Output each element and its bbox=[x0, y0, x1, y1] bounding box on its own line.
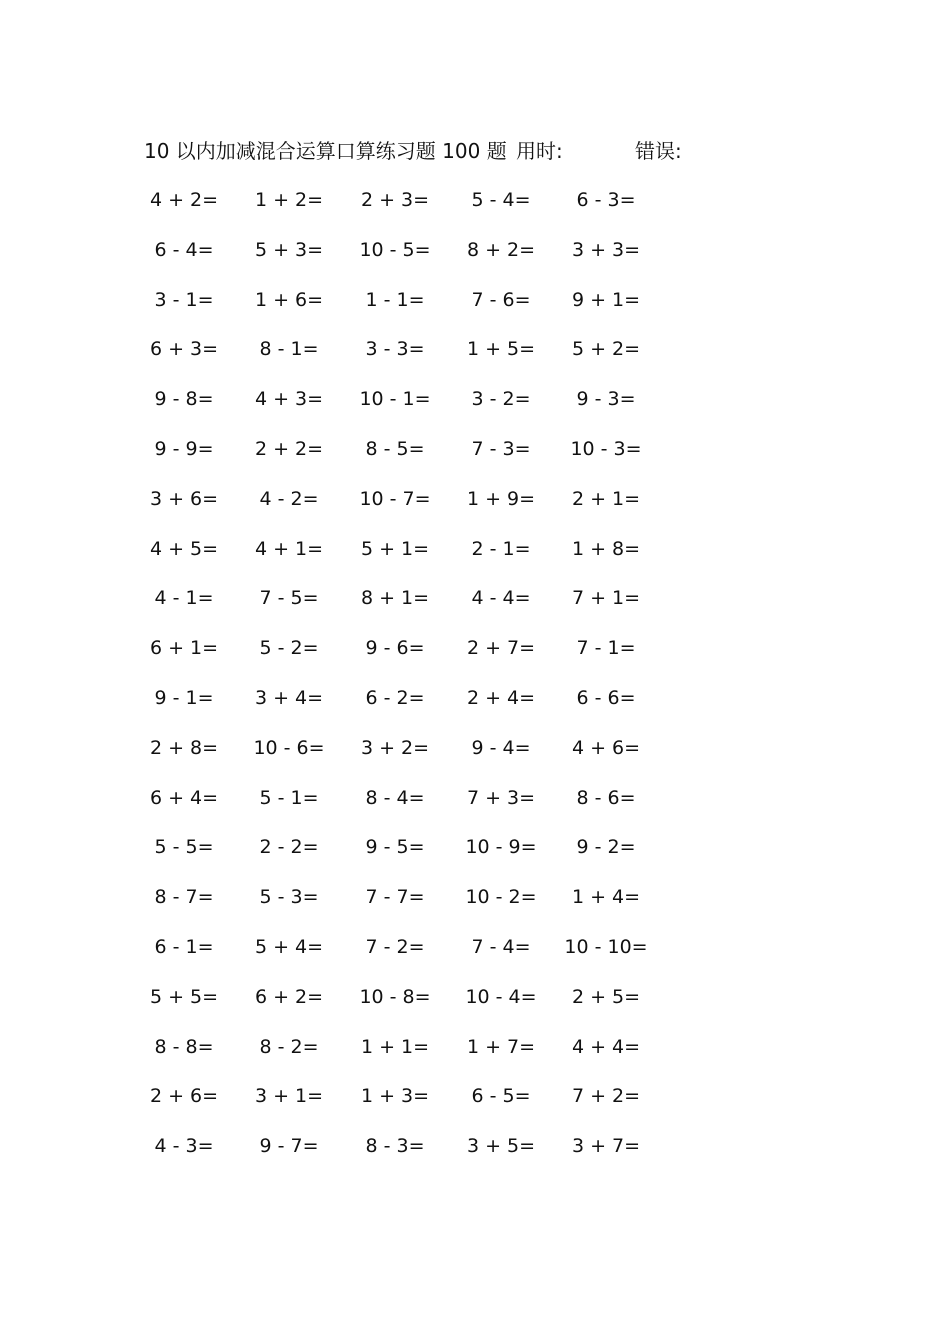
worksheet-title: 10 以内加减混合运算口算练习题 100 题 bbox=[144, 139, 507, 163]
math-problem: 5 - 3= bbox=[259, 886, 319, 909]
math-problem: 8 - 6= bbox=[576, 786, 636, 809]
math-problem: 10 - 1= bbox=[359, 388, 431, 411]
math-problem: 2 + 1= bbox=[571, 487, 641, 510]
math-problem: 8 - 5= bbox=[365, 437, 425, 460]
math-problem: 2 + 4= bbox=[466, 686, 536, 709]
math-problem: 9 - 6= bbox=[365, 637, 425, 660]
problem-row bbox=[0, 185, 950, 235]
math-problem: 8 - 3= bbox=[365, 1135, 425, 1158]
math-problem: 2 - 2= bbox=[259, 836, 319, 859]
math-problem: 3 + 4= bbox=[254, 686, 324, 709]
math-problem: 4 - 3= bbox=[154, 1135, 214, 1158]
math-problem: 10 - 3= bbox=[570, 437, 642, 460]
math-problem: 4 - 2= bbox=[259, 487, 319, 510]
math-problem: 5 + 4= bbox=[254, 935, 324, 958]
math-problem: 1 + 8= bbox=[571, 537, 641, 560]
math-problem: 10 - 4= bbox=[465, 985, 537, 1008]
math-problem: 3 + 6= bbox=[149, 487, 219, 510]
math-problem: 1 + 4= bbox=[571, 886, 641, 909]
math-problem: 7 - 3= bbox=[471, 437, 531, 460]
math-problem: 6 + 1= bbox=[149, 637, 219, 660]
math-problem: 3 + 7= bbox=[571, 1135, 641, 1158]
math-problem: 5 + 5= bbox=[149, 985, 219, 1008]
math-problem: 8 - 4= bbox=[365, 786, 425, 809]
math-problem: 3 + 5= bbox=[466, 1135, 536, 1158]
math-problem: 5 + 2= bbox=[571, 338, 641, 361]
math-problem: 4 + 1= bbox=[254, 537, 324, 560]
problem-row bbox=[0, 882, 950, 932]
math-problem: 3 - 2= bbox=[471, 388, 531, 411]
problem-row bbox=[0, 783, 950, 833]
math-problem: 6 - 1= bbox=[154, 935, 214, 958]
problem-row bbox=[0, 1032, 950, 1082]
math-problem: 1 + 3= bbox=[360, 1085, 430, 1108]
math-problem: 2 + 7= bbox=[466, 637, 536, 660]
time-used-label: 用时: bbox=[516, 139, 563, 163]
math-problem: 7 + 1= bbox=[571, 587, 641, 610]
math-problem: 9 - 4= bbox=[471, 736, 531, 759]
math-problem: 6 - 3= bbox=[576, 189, 636, 211]
problem-grid bbox=[0, 185, 950, 1181]
math-problem: 7 - 6= bbox=[471, 288, 531, 311]
math-problem: 9 - 7= bbox=[259, 1135, 319, 1158]
math-problem: 5 - 1= bbox=[259, 786, 319, 809]
math-problem: 6 - 5= bbox=[471, 1085, 531, 1108]
math-problem: 9 - 1= bbox=[154, 686, 214, 709]
math-problem: 6 + 3= bbox=[149, 338, 219, 361]
problem-row bbox=[0, 633, 950, 683]
problem-row bbox=[0, 683, 950, 733]
math-problem: 9 - 2= bbox=[576, 836, 636, 859]
problem-row bbox=[0, 384, 950, 434]
math-problem: 6 - 2= bbox=[365, 686, 425, 709]
problem-row bbox=[0, 932, 950, 982]
math-problem: 8 + 1= bbox=[360, 587, 430, 610]
problem-row bbox=[0, 235, 950, 285]
problem-row bbox=[0, 733, 950, 783]
math-problem: 4 + 3= bbox=[254, 388, 324, 411]
math-problem: 6 - 6= bbox=[576, 686, 636, 709]
math-problem: 2 + 6= bbox=[149, 1085, 219, 1108]
problem-row bbox=[0, 334, 950, 384]
math-problem: 9 - 8= bbox=[154, 388, 214, 411]
math-problem: 7 + 3= bbox=[466, 786, 536, 809]
math-problem: 7 - 2= bbox=[365, 935, 425, 958]
math-problem: 7 + 2= bbox=[571, 1085, 641, 1108]
math-problem: 7 - 5= bbox=[259, 587, 319, 610]
math-problem: 9 - 5= bbox=[365, 836, 425, 859]
math-problem: 4 + 6= bbox=[571, 736, 641, 759]
math-problem: 8 + 2= bbox=[466, 238, 536, 261]
math-problem: 8 - 8= bbox=[154, 1035, 214, 1058]
math-problem: 2 - 1= bbox=[471, 537, 531, 560]
math-problem: 3 - 1= bbox=[154, 288, 214, 311]
math-problem: 2 + 8= bbox=[149, 736, 219, 759]
math-problem: 3 + 3= bbox=[571, 238, 641, 261]
problem-row bbox=[0, 1081, 950, 1131]
problem-row bbox=[0, 832, 950, 882]
math-problem: 10 - 5= bbox=[359, 238, 431, 261]
math-problem: 10 - 9= bbox=[465, 836, 537, 859]
problem-row bbox=[0, 484, 950, 534]
math-problem: 6 + 2= bbox=[254, 985, 324, 1008]
math-problem: 1 + 2= bbox=[254, 189, 324, 211]
math-problem: 8 - 1= bbox=[259, 338, 319, 361]
math-problem: 2 + 5= bbox=[571, 985, 641, 1008]
math-problem: 9 + 1= bbox=[571, 288, 641, 311]
math-problem: 5 + 3= bbox=[254, 238, 324, 261]
math-problem: 1 - 1= bbox=[365, 288, 425, 311]
math-problem: 2 + 3= bbox=[360, 189, 430, 211]
math-problem: 6 + 4= bbox=[149, 786, 219, 809]
math-problem: 3 + 1= bbox=[254, 1085, 324, 1108]
math-problem: 5 - 5= bbox=[154, 836, 214, 859]
math-problem: 2 + 2= bbox=[254, 437, 324, 460]
math-problem: 4 + 5= bbox=[149, 537, 219, 560]
math-problem: 10 - 8= bbox=[359, 985, 431, 1008]
problem-row bbox=[0, 1131, 950, 1181]
math-problem: 1 + 1= bbox=[360, 1035, 430, 1058]
math-problem: 1 + 7= bbox=[466, 1035, 536, 1058]
math-problem: 1 + 5= bbox=[466, 338, 536, 361]
math-problem: 7 - 1= bbox=[576, 637, 636, 660]
problem-row bbox=[0, 583, 950, 633]
errors-label: 错误: bbox=[635, 139, 682, 163]
math-problem: 9 - 3= bbox=[576, 388, 636, 411]
math-problem: 10 - 2= bbox=[465, 886, 537, 909]
math-problem: 1 + 6= bbox=[254, 288, 324, 311]
problem-row bbox=[0, 285, 950, 335]
math-problem: 9 - 9= bbox=[154, 437, 214, 460]
math-problem: 10 - 7= bbox=[359, 487, 431, 510]
math-problem: 4 - 1= bbox=[154, 587, 214, 610]
math-problem: 8 - 2= bbox=[259, 1035, 319, 1058]
math-problem: 7 - 4= bbox=[471, 935, 531, 958]
problem-row bbox=[0, 434, 950, 484]
problem-row bbox=[0, 534, 950, 584]
math-problem: 4 + 2= bbox=[149, 189, 219, 211]
problem-row bbox=[0, 982, 950, 1032]
math-problem: 10 - 6= bbox=[253, 736, 325, 759]
math-problem: 5 + 1= bbox=[360, 537, 430, 560]
math-problem: 10 - 10= bbox=[564, 935, 648, 958]
math-problem: 4 + 4= bbox=[571, 1035, 641, 1058]
math-problem: 5 - 2= bbox=[259, 637, 319, 660]
math-problem: 3 + 2= bbox=[360, 736, 430, 759]
math-problem: 6 - 4= bbox=[154, 238, 214, 261]
math-problem: 5 - 4= bbox=[471, 189, 531, 211]
math-problem: 3 - 3= bbox=[365, 338, 425, 361]
math-problem: 1 + 9= bbox=[466, 487, 536, 510]
math-problem: 7 - 7= bbox=[365, 886, 425, 909]
math-problem: 4 - 4= bbox=[471, 587, 531, 610]
math-problem: 8 - 7= bbox=[154, 886, 214, 909]
